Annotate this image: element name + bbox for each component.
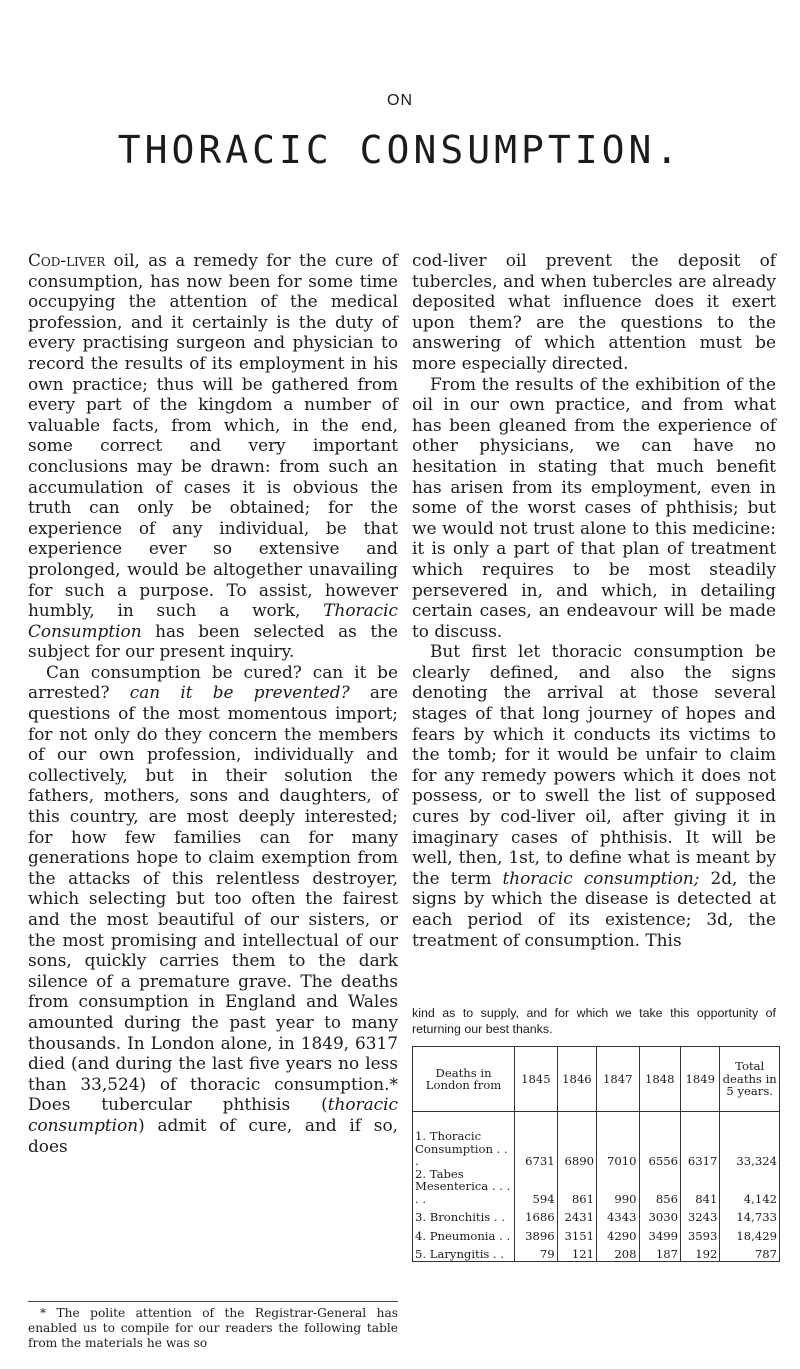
cell: 841 [681, 1168, 720, 1206]
table-row [413, 1205, 780, 1224]
left-paragraph-2: Can consumption be cured? can it be arrested? can it be prevented? are questions of the most momentous import; for not only do they concern the members of our own profession, individually and collectively, but in their solution the fathers, mothers, sons and daughters, of this country, are most deeply interested; for how few families can for many generations hope to claim exemption from the attacks of this relentless destroyer, which selecting but too often the fairest and the most beautiful of our sisters, or the most promising and intellectual of our sons, quickly carries them to the dark silence of a premature grave. The deaths from consumption in England and Wales amounted during the past year to many thousands. In London alone, in 1849, 6317 died (and during the last five years no less than 33,524) of thoracic consumption.* Does tubercular phthisis (thoracic consumption) admit of cure, and if so, does [28, 661, 399, 1156]
total-header: Total deaths in 5 years. [720, 1047, 780, 1112]
year-header: 1846 [557, 1047, 596, 1112]
footnote-text: * The polite attention of the Registrar-General has enabled us to compile for our readers the following table from the materials he was so [28, 1306, 398, 1350]
cell: 3243 [681, 1205, 720, 1224]
year-header: 1847 [597, 1047, 640, 1112]
cell: 990 [597, 1168, 640, 1206]
cell: 2431 [557, 1205, 596, 1224]
cell: 856 [639, 1168, 680, 1206]
row-label: 2. Tabes Mesenterica . . . . . [413, 1168, 515, 1206]
total-cell: 33,324 [720, 1112, 780, 1168]
total-cell: 4,142 [720, 1168, 780, 1206]
cell: 3030 [639, 1205, 680, 1224]
cell: 594 [515, 1168, 558, 1206]
cell: 7010 [597, 1112, 640, 1168]
italic-title: Thoracic Consumption [28, 600, 398, 641]
cell: 1686 [515, 1205, 558, 1224]
cell: 4290 [597, 1224, 640, 1243]
right-paragraph-1: cod-liver oil prevent the deposit of tubercles, and when tubercles are already deposited what influence does it exert upon them? are the questions to the answering of which attention must be more especially directed. [412, 250, 776, 373]
table-row [413, 1224, 780, 1243]
left-column [28, 250, 398, 1156]
cell: 861 [557, 1168, 596, 1206]
footnote [28, 1306, 398, 1351]
right-paragraph-3: But first let thoracic consumption be clearly defined, and also the signs denoting the arrival at those several stages of that long journey of hopes and fears by which it conducts its victims to the tomb; for it would be unfair to claim for any remedy powers which it does not possess, or to swell the list of supposed cures by cod-liver oil, after giving it in imaginary cases of phthisis. It will be well, then, 1st, to define what is meant by the term thoracic consumption; 2d, the signs by which the disease is detected at each period of its existence; 3d, the treatment of consumption. This [412, 641, 776, 950]
row-label: 1. Thoracic Consumption . . . [413, 1112, 515, 1168]
footnote-rule [28, 1301, 398, 1302]
page-title: THORACIC CONSUMPTION. [117, 128, 683, 172]
table-row [413, 1112, 780, 1168]
left-paragraph-1: Cod-liver oil, as a remedy for the cure of consumption, has now been for some time occupying the attention of the medical profession, and it certainly is the duty of every practising surgeon and physician to record the results of its employment in his own practice; thus will be gathered from every part of the kingdom a number of valuable facts, from which, in the end, some correct and very important conclusions may be drawn: from such an accumulation of cases it is obvious the truth can only be obtained; for the experience of any individual, be that experience ever so extensive and prolonged, would be altogether unavailing for such a purpose. To assist, however humbly, in such a work, Thoracic Consumption has been selected as the subject for our present inquiry. [28, 250, 398, 662]
cell: 6317 [681, 1112, 720, 1168]
row-label: 3. Bronchitis . . [413, 1205, 515, 1224]
drop-lead: Cod-liver [28, 250, 106, 270]
total-cell: 14,733 [720, 1205, 780, 1224]
row-label: 5. Laryngitis . . [413, 1242, 515, 1261]
year-header: 1845 [515, 1047, 558, 1112]
row-label: 4. Pneumonia . . [413, 1224, 515, 1243]
deaths-table [412, 1046, 780, 1262]
total-cell: 18,429 [720, 1224, 780, 1243]
cell: 208 [597, 1242, 640, 1261]
cell: 3151 [557, 1224, 596, 1243]
table-row [413, 1242, 780, 1261]
table-row [413, 1168, 780, 1206]
cell: 6556 [639, 1112, 680, 1168]
cell: 79 [515, 1242, 558, 1261]
right-paragraph-2: From the results of the exhibition of the oil in our own practice, and from what has been gleaned from the experience of other physicians, we can have no hesitation in stating that much benefit has arisen from its employment, even in some of the worst cases of phthisis; but we would not trust alone to this medicine: it is only a part of that plan of treatment which requires to be most steadily persevered in, and which, in detailing certain cases, an endeavour will be made to discuss. [412, 373, 776, 641]
year-header: 1848 [639, 1047, 680, 1112]
cell: 3499 [639, 1224, 680, 1243]
cell: 6731 [515, 1112, 558, 1168]
total-cell: 787 [720, 1242, 780, 1261]
footnote-continued: kind as to supply, and for which we take this opportunity of returning our best thanks. [412, 1006, 776, 1036]
cell: 4343 [597, 1205, 640, 1224]
cell: 187 [639, 1242, 680, 1261]
cell: 6890 [557, 1112, 596, 1168]
title-kicker: ON [387, 92, 413, 109]
cell: 3593 [681, 1224, 720, 1243]
right-column [412, 250, 776, 950]
table-corner-label: Deaths in London from [413, 1047, 515, 1112]
cell: 192 [681, 1242, 720, 1261]
year-header: 1849 [681, 1047, 720, 1112]
table-header-row [413, 1047, 780, 1112]
cell: 121 [557, 1242, 596, 1261]
cell: 3896 [515, 1224, 558, 1243]
